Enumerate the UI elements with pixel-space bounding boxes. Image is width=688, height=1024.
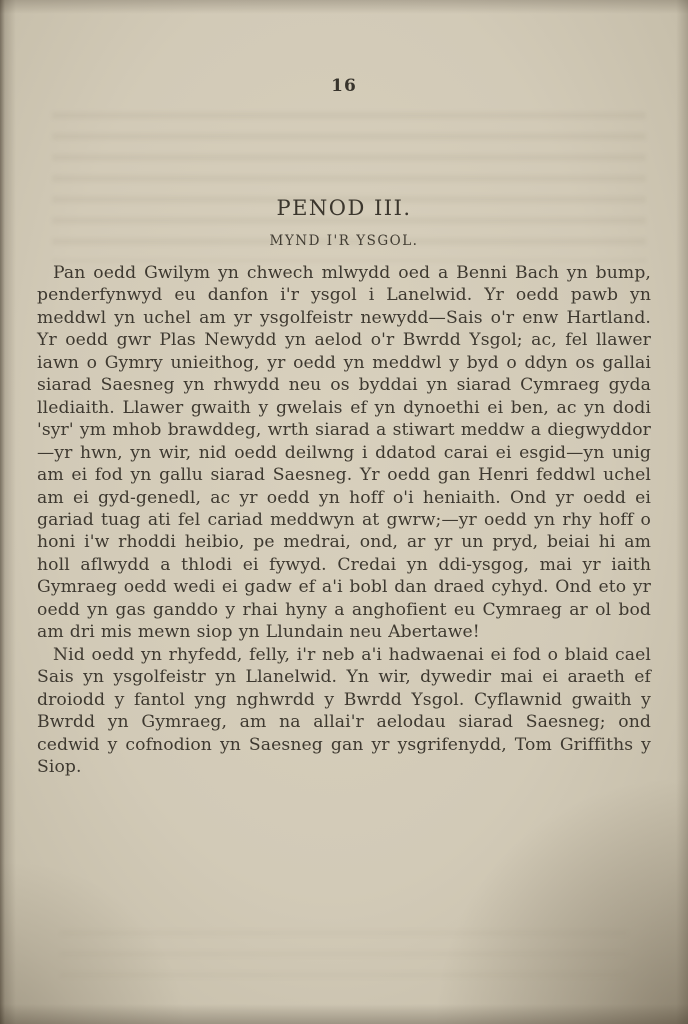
body-text <box>37 262 651 778</box>
chapter-subtitle: MYND I'R YSGOL. <box>269 233 419 249</box>
paragraph-2: Nid oedd yn rhyfedd, felly, i'r neb a'i hadwaenai ei fod o blaid cael Sais yn ysgolfeistr yn Llanelwid. Yn wir, dywedir mai ei araeth ef droiodd y fantol yng nghwrdd y Bwrdd Ysgol. Cyflawnid gwaith y Bwrdd yn Gymraeg, am na allai'r aelodau siarad Saesneg; ond cedwid y cofnodion yn Saesneg gan yr ysgrifenydd, Tom Griffiths y Siop. <box>37 644 651 777</box>
page-number: 16 <box>331 76 357 96</box>
show-through-texture-bottom <box>60 930 628 990</box>
chapter-heading: PENOD III. <box>276 196 412 220</box>
paragraph-1: Pan oedd Gwilym yn chwech mlwydd oed a Benni Bach yn bump, penderfynwyd eu danfon i'r ysgol i Lanelwid. Yr oedd pawb yn meddwl yn uchel am yr ysgolfeistr newydd—Sais o'r enw Hartland. Yr oedd gwr Plas Newydd yn aelod o'r Bwrdd Ysgol; ac, fel llawer iawn o Gymry unieithog, yr oedd yn meddwl y byd o ddyn os gallai siarad Saesneg yn rhwydd neu os byddai yn siarad Cymraeg gyda llediaith. Llawer gwaith y gwelais ef yn dynoethi ei ben, ac yn dodi 'syr' ym mhob brawddeg, wrth siarad a stiwart meddw a diegwyddor—yr hwn, yn wir, nid oedd deilwng i ddatod carai ei esgid—yn unig am ei fod yn gallu siarad Saesneg. Yr oedd gan Henri feddwl uchel am ei gyd-genedl, ac yr oedd yn hoff o'i heniaith. Ond yr oedd ei gariad tuag ati fel cariad meddwyn at gwrw;—yr oedd yn rhy hoff o honi i'w rhoddi heibio, pe medrai, ond, ar yr un pryd, beiai hi am holl aflwydd a thlodi ei fywyd. Credai yn ddi-ysgog, mai yr iaith Gymraeg oedd wedi ei gadw ef a'i bobl dan draed cyhyd. Ond eto yr oedd yn gas ganddo y rhai hyny a anghofient eu Cymraeg ar ol bod am dri mis mewn siop yn Llundain neu Abertawe! <box>37 263 651 643</box>
